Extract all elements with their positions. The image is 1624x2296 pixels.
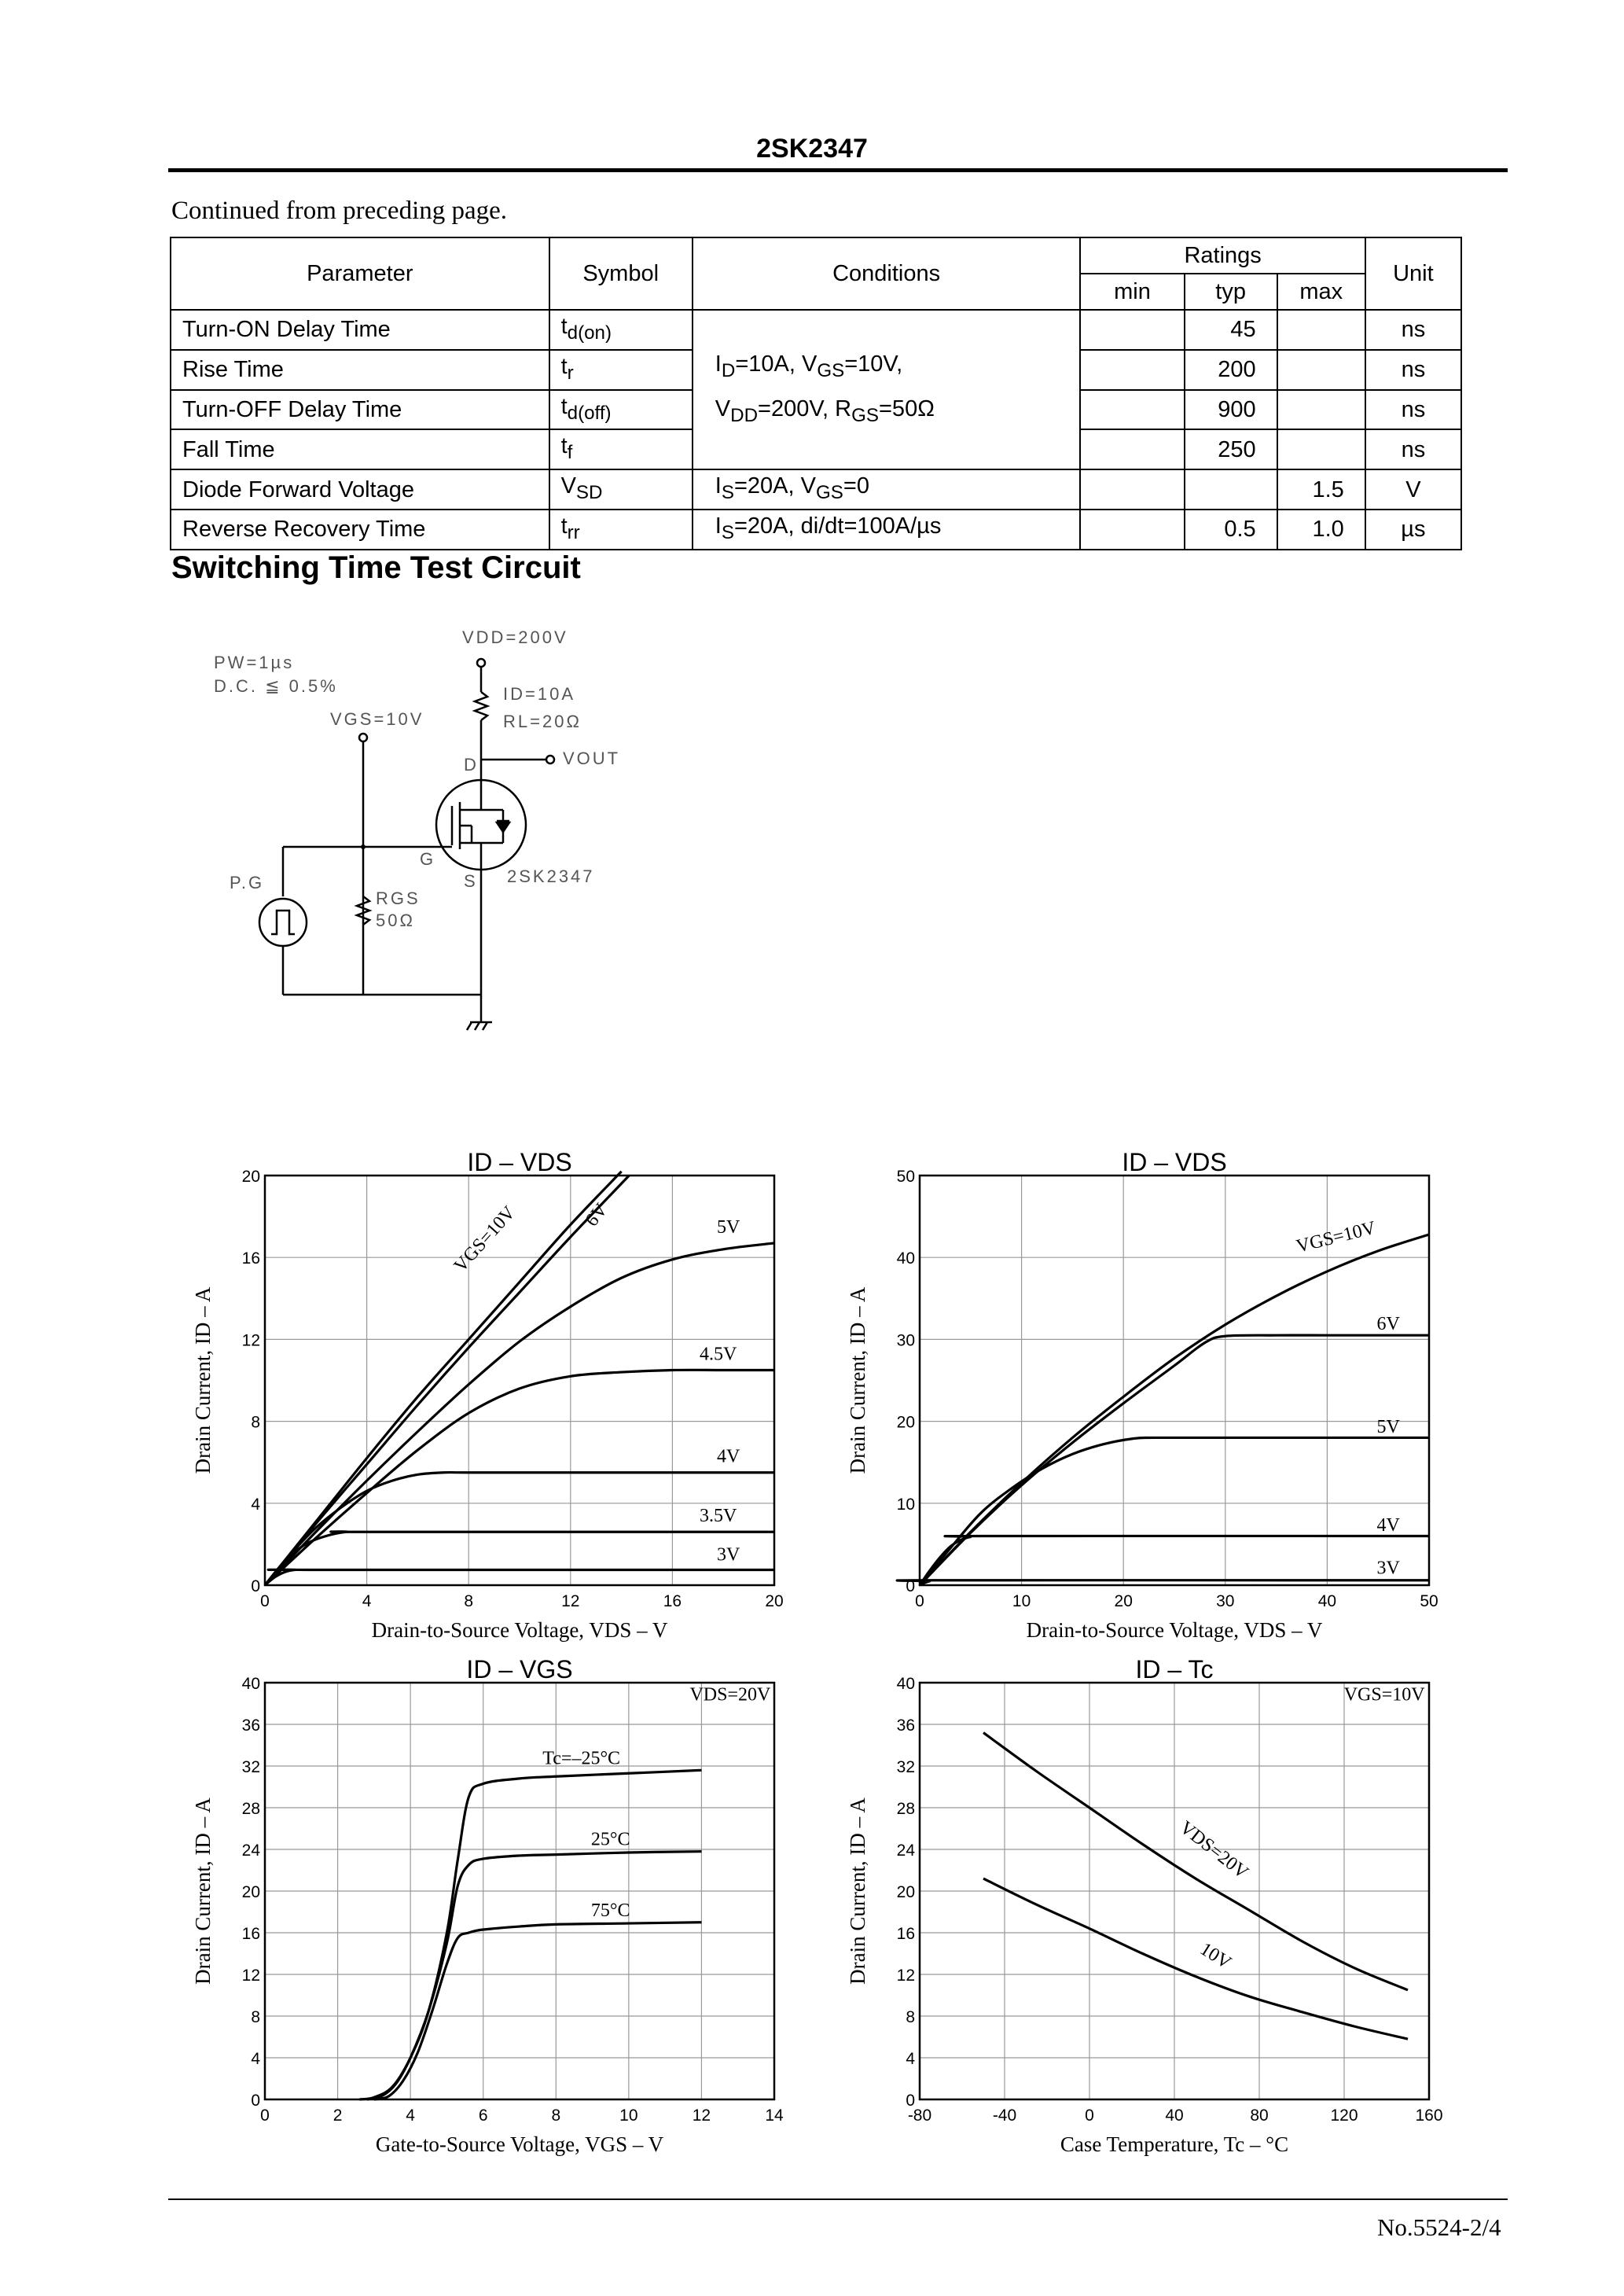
x-tick-label: 10 — [1012, 1592, 1031, 1610]
y-tick-label: 20 — [241, 1883, 260, 1901]
series-label: 6V — [581, 1199, 612, 1231]
y-tick-label: 20 — [241, 1168, 260, 1186]
x-tick-label: 4 — [362, 1592, 372, 1610]
x-axis-label: Gate-to-Source Voltage, VGS – V — [375, 2132, 664, 2156]
series-line-75-C — [374, 1923, 702, 2099]
switching-conditions: $I_D=10A$, $V_{GS}=10V$, $V_{DD}=200V$, $R_{GS}=50\Omega$ — [693, 310, 1081, 469]
chart-title: ID – VDS — [467, 1148, 572, 1176]
y-tick-label: 8 — [251, 2008, 260, 2026]
y-tick-label: 24 — [896, 1842, 915, 1860]
series-line-VGS-10V — [265, 1172, 622, 1585]
series-line-4.5V — [265, 1370, 774, 1585]
series-label: 10V — [1196, 1938, 1235, 1974]
rgs-value: 50Ω — [376, 911, 415, 930]
condition-note: VDS=20V — [689, 1684, 771, 1705]
y-tick-label: 12 — [241, 1967, 260, 1985]
x-axis-label: Drain-to-Source Voltage, VDS – V — [371, 1618, 668, 1642]
x-tick-label: 50 — [1420, 1592, 1438, 1610]
footer-rule — [168, 2198, 1508, 2200]
x-tick-label: 0 — [1085, 2107, 1094, 2125]
x-tick-label: 160 — [1415, 2107, 1443, 2125]
series-line-5V — [265, 1243, 774, 1585]
x-tick-label: 0 — [260, 1592, 270, 1610]
th-symbol: Symbol — [549, 237, 693, 310]
symbol-cell: $t_f$ — [549, 429, 693, 469]
y-tick-label: 40 — [896, 1249, 915, 1268]
trr-conditions: $I_S=20A$, di/dt=100A/µs — [693, 510, 1081, 550]
unit-cell: µs — [1365, 510, 1461, 550]
continued-note: Continued from preceding page. — [171, 197, 508, 225]
series-label: 3.5V — [700, 1506, 737, 1527]
y-tick-label: 4 — [251, 1495, 260, 1514]
x-tick-label: 20 — [1114, 1592, 1133, 1610]
th-max: max — [1277, 274, 1365, 310]
unit-cell: ns — [1365, 310, 1461, 350]
y-axis-label: Drain Current, ID – A — [191, 1797, 215, 1985]
pw-label: PW=1µs — [214, 653, 295, 672]
series-line-4V — [920, 1536, 1429, 1585]
dc-label: D.C. ≦ 0.5% — [214, 676, 338, 696]
th-typ: typ — [1185, 274, 1277, 310]
x-tick-label: 2 — [333, 2107, 343, 2125]
chart-3 — [191, 1655, 784, 2156]
vout-label: VOUT — [563, 749, 621, 768]
x-tick-label: 40 — [1165, 2107, 1184, 2125]
x-tick-label: 0 — [260, 2107, 270, 2125]
unit-cell: V — [1365, 469, 1461, 510]
rl-label: RL=20Ω — [503, 712, 582, 731]
th-ratings: Ratings — [1080, 237, 1365, 274]
y-tick-label: 0 — [906, 1577, 915, 1595]
typ-cell: 200 — [1185, 350, 1277, 390]
x-tick-label: -40 — [992, 2107, 1017, 2125]
unit-cell: ns — [1365, 350, 1461, 390]
x-tick-label: 16 — [663, 1592, 682, 1610]
gate-label: G — [420, 849, 436, 869]
param-cell: Diode Forward Voltage — [171, 469, 549, 510]
drain-label: D — [464, 755, 479, 775]
y-tick-label: 12 — [896, 1967, 915, 1985]
series-label: 75°C — [590, 1900, 630, 1921]
plot-frame — [265, 1176, 774, 1585]
th-unit: Unit — [1365, 237, 1461, 310]
y-tick-label: 28 — [896, 1800, 915, 1818]
chart-2 — [846, 1148, 1438, 1642]
y-tick-label: 32 — [896, 1758, 915, 1776]
y-tick-label: 4 — [251, 2050, 260, 2068]
series-label: 25°C — [590, 1829, 630, 1850]
param-cell: Reverse Recovery Time — [171, 510, 549, 550]
y-tick-label: 12 — [241, 1331, 260, 1350]
series-label: 4V — [1376, 1515, 1400, 1536]
param-cell: Turn-ON Delay Time — [171, 310, 549, 350]
x-tick-label: 12 — [561, 1592, 580, 1610]
y-tick-label: 24 — [241, 1842, 260, 1860]
y-axis-label: Drain Current, ID – A — [846, 1797, 869, 1985]
series-label: 3V — [1376, 1558, 1400, 1579]
x-tick-label: 8 — [464, 1592, 474, 1610]
y-tick-label: 40 — [241, 1675, 260, 1693]
y-tick-label: 30 — [896, 1331, 915, 1350]
chart-title: ID – Tc — [1135, 1655, 1214, 1683]
y-axis-label: Drain Current, ID – A — [191, 1286, 215, 1474]
series-label: VDS=20V — [1175, 1817, 1252, 1884]
symbol-cell: $t_{d(off)}$ — [549, 390, 693, 430]
th-parameter: Parameter — [171, 237, 549, 310]
pg-label: P.G — [230, 873, 265, 892]
series-label: 4V — [717, 1446, 740, 1467]
page-number: No.5524-2/4 — [1377, 2213, 1501, 2241]
y-tick-label: 0 — [251, 1577, 260, 1595]
max-cell: 1.0 — [1277, 510, 1365, 550]
unit-cell: ns — [1365, 390, 1461, 430]
condition-note: VGS=10V — [1343, 1684, 1425, 1705]
series-label: VGS=10V — [1294, 1217, 1378, 1257]
x-tick-label: 120 — [1330, 2107, 1358, 2125]
chart-title: ID – VGS — [466, 1655, 573, 1683]
x-tick-label: 6 — [478, 2107, 488, 2125]
y-tick-label: 8 — [906, 2008, 915, 2026]
max-cell: 1.5 — [1277, 469, 1365, 510]
y-tick-label: 20 — [896, 1413, 915, 1432]
typ-cell: 45 — [1185, 310, 1277, 350]
x-tick-label: 30 — [1216, 1592, 1235, 1610]
y-tick-label: 16 — [241, 1925, 260, 1943]
y-tick-label: 16 — [241, 1249, 260, 1268]
x-axis-label: Drain-to-Source Voltage, VDS – V — [1026, 1618, 1323, 1642]
typ-cell: 250 — [1185, 429, 1277, 469]
chart-title: ID – VDS — [1122, 1148, 1227, 1176]
x-tick-label: 10 — [619, 2107, 638, 2125]
x-tick-label: 40 — [1317, 1592, 1337, 1610]
chart-4 — [846, 1655, 1443, 2156]
y-axis-label: Drain Current, ID – A — [846, 1286, 869, 1474]
y-tick-label: 0 — [251, 2092, 260, 2110]
x-tick-label: 4 — [406, 2107, 415, 2125]
series-line-6V — [920, 1335, 1429, 1585]
series-label: VGS=10V — [450, 1202, 520, 1277]
series-label: 3V — [717, 1544, 740, 1566]
series-label: 5V — [1376, 1417, 1400, 1438]
x-axis-label: Case Temperature, Tc – °C — [1060, 2132, 1289, 2156]
vdd-label: VDD=200V — [462, 627, 568, 647]
x-tick-label: 14 — [765, 2107, 784, 2125]
series-line-3.5V — [265, 1532, 774, 1585]
source-label: S — [464, 871, 478, 891]
y-tick-label: 32 — [241, 1758, 260, 1776]
section-title: Switching Time Test Circuit — [171, 550, 581, 585]
page-title: 2SK2347 — [756, 134, 868, 164]
x-tick-label: 12 — [692, 2107, 711, 2125]
y-tick-label: 8 — [251, 1413, 260, 1432]
symbol-cell: $t_r$ — [549, 350, 693, 390]
id-label: ID=10A — [503, 684, 575, 704]
param-cell: Turn-OFF Delay Time — [171, 390, 549, 430]
symbol-cell: $t_{d(on)}$ — [549, 310, 693, 350]
y-tick-label: 36 — [896, 1716, 915, 1735]
th-conditions: Conditions — [693, 237, 1081, 310]
y-tick-label: 40 — [896, 1675, 915, 1693]
x-tick-label: 8 — [551, 2107, 561, 2125]
series-label: 4.5V — [700, 1344, 737, 1365]
series-line-3V — [265, 1569, 774, 1585]
param-cell: Fall Time — [171, 429, 549, 469]
th-min: min — [1080, 274, 1184, 310]
y-tick-label: 50 — [896, 1168, 915, 1186]
series-label: 6V — [1376, 1313, 1400, 1334]
rgs-label: RGS — [376, 889, 421, 908]
y-tick-label: 10 — [896, 1495, 915, 1514]
x-tick-label: 20 — [765, 1592, 784, 1610]
unit-cell: ns — [1365, 429, 1461, 469]
y-tick-label: 16 — [896, 1925, 915, 1943]
typ-cell: 0.5 — [1185, 510, 1277, 550]
symbol-cell: $V_{SD}$ — [549, 469, 693, 510]
y-tick-label: 28 — [241, 1800, 260, 1818]
series-line-25-C — [367, 1852, 702, 2099]
y-tick-label: 36 — [241, 1716, 260, 1735]
x-tick-label: 80 — [1250, 2107, 1269, 2125]
series-label: Tc=–25°C — [542, 1748, 621, 1769]
typ-cell: 900 — [1185, 390, 1277, 430]
vgs-label: VGS=10V — [330, 709, 424, 729]
series-label: 5V — [717, 1216, 740, 1238]
diode-conditions: $I_S=20A$, $V_{GS}=0$ — [693, 469, 1081, 510]
param-cell: Rise Time — [171, 350, 549, 390]
chart-1 — [191, 1148, 784, 1642]
symbol-cell: $t_{rr}$ — [549, 510, 693, 550]
y-tick-label: 20 — [896, 1883, 915, 1901]
x-tick-label: 0 — [915, 1592, 924, 1610]
series-line-5V — [920, 1437, 1429, 1585]
series-line-VGS-10V — [920, 1234, 1429, 1585]
y-tick-label: 0 — [906, 2092, 915, 2110]
y-tick-label: 4 — [906, 2050, 915, 2068]
part-label: 2SK2347 — [507, 867, 595, 886]
x-tick-label: -80 — [907, 2107, 932, 2125]
